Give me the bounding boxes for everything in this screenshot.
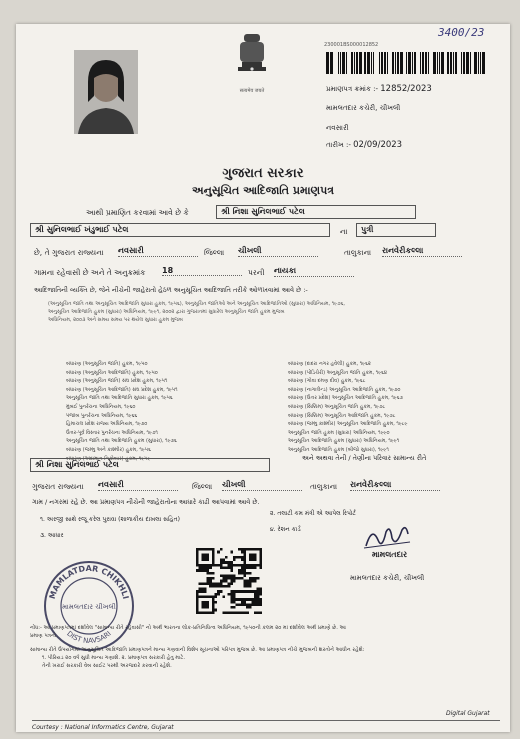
cert-no: 12852/2023: [380, 84, 432, 94]
list-item: બંધારણ (દાદરા નગર હવેલી) હુકમ, ૧૯૬૨: [288, 361, 371, 367]
residence-state-value: નવસારી: [98, 480, 178, 491]
list-item: અનુસૂચિત જાતિ તથા આદિજાતિ સુધારા હુકમ, ૧૯૫૬: [66, 395, 173, 402]
father-name: શ્રી સુનિલભાઈ ખંડુભાઈ પટેલ: [30, 223, 330, 237]
resident-name: શ્રી નિશા સુનિલભાઈ પટેલ: [30, 458, 270, 472]
issuing-office: મામલતદાર કચેરી, ચીખલી: [326, 104, 401, 112]
applicant-photo: [74, 50, 138, 134]
note-line: નોંધ:- આ પ્રમાણપત્રમાં દર્શાવેલ "સામાન્ય રીતે રહેવાસી" નો અર્થ ભારતના લોક-પ્રતિનિધિત્વ અધિનિયમ, ૧૯૫૦ની કલમ ૨૦ માં દર્શાવેલ અર્થ પ્રમાણે છે. આ: [30, 625, 347, 631]
applicant-name: શ્રી નિશા સુનિલભાઈ પટેલ: [216, 205, 416, 219]
note-line: ૧. પીરિયડ ૨૦ વર્ષ સુધી માન્ય ગણાશે. ૨. પ્રમાણપત્ર સરકારી હેતુ માટે.: [42, 655, 186, 661]
village-label: છે, તે ગુજરાત રાજ્યના: [34, 248, 104, 257]
footer-notes: [30, 624, 500, 670]
seal-mid-text: મામલતદાર ચીખલી: [62, 603, 116, 611]
residence-taluka-label: તાલુકાના: [310, 482, 338, 491]
issue-date: 02/09/2023: [353, 140, 403, 150]
list-item: મુંબઈ પુનર્રચના અધિનિયમ, ૧૯૬૦: [66, 403, 136, 410]
list-item: અનુસૂચિત જાતિ તથા આદિજાતિ હુકમ (સુધારા), ૧૯૭૬: [66, 438, 177, 445]
list-item: બંધારણ (નાગાલેન્ડ) અનુસૂચિત આદિજાતિ હુકમ, ૧૯૭૦: [288, 386, 401, 393]
residence-taluka-value: રાનવેરીકલ્લા: [350, 480, 440, 491]
list-item: બંધારણ (ઉત્તર પ્રદેશ) અનુસૂચિત આદિજાતિ હુકમ, ૧૯૬૭: [288, 395, 403, 402]
government-title: ગુજરાત સરકાર: [222, 166, 304, 181]
list-item: બંધારણ (જમ્મુ અને કાશ્મીર) હુકમ, ૧૯૫૬: [66, 446, 151, 453]
issuing-district: નવસારી: [326, 124, 349, 132]
list-item: અનુસૂચિત આદિજાતિ હુકમ (બીજો સુધારા), ૧૯૯૧: [288, 446, 389, 453]
signatory-office: મામલતદાર કચેરી, ચીખલી: [350, 574, 425, 582]
certify-text: આથી પ્રમાણિત કરવામાં આવે છે કે: [86, 208, 189, 217]
tribe-declaration: આદિજાતિની વ્યક્તિ છે, જેને નીચેની જાહેરાતો હેઠળ અનુસૂચિત આદિજાતિ તરીકે ઓળખવામાં આવે છે :-: [34, 286, 308, 294]
district-label: જિલ્લા: [204, 248, 225, 257]
list-item: બંધારણ (સિક્કિમ) અનુસૂચિત જાતિ હુકમ, ૧૯૭૮: [288, 403, 386, 410]
cert-no-label: પ્રમાણપત્ર ક્રમાંક :-: [326, 85, 379, 93]
footer-divider: [32, 720, 500, 721]
emblem-caption: सत्यमेव जयते: [239, 88, 265, 94]
note-line: સામાન્ય રીતે ઉપયોગમાં અનુસૂચિત આદિજાતિ પ્રમાણપત્રને માન્ય ગણવાની વિશેષ સૂચનાઓ પરિપત્ર મુજબ છે. આ પ્રમાણપત્ર નીચે મુજબની શરતોને આધીન રહેશે:: [30, 647, 365, 653]
footer-courtesy: Courtesy : National Informatics Centre, Gujarat: [32, 724, 174, 731]
residence-closing: ગામ / નગરમાં રહે છે. આ પ્રમાણપત્ર નીચેની જાહેરાતોના આધારે કાઢી આપવામાં આવે છે.: [32, 498, 260, 506]
residence-district-label: જિલ્લા: [192, 482, 213, 491]
caste-name: નાયકા: [274, 266, 354, 277]
list-item: બંધારણ (અનુસૂચિત જાતિ) હુકમ, ૧૯૫૦: [66, 361, 148, 367]
list-item: ઉત્તર-પૂર્વ વિસ્તાર પુનર્રચના અધિનિયમ, ૧૯૭૧: [66, 429, 158, 436]
emblem-icon: [232, 30, 272, 88]
seal-top-text: MAMLATDAR CHIKHLI: [47, 563, 131, 601]
residence-district-value: ચીખલી: [222, 480, 302, 491]
orders-list-right: [288, 360, 488, 455]
qr-code: [196, 548, 262, 614]
handwritten-reference: 3400/23: [438, 26, 485, 39]
legal-note: અધિનિયમ, ૨૦૦૩ અને સમય સમય પર થયેલ સુધારા હુકમ મુજબ: [48, 317, 183, 323]
list-item: બંધારણ (અનુસૂચિત આદિજાતિ) હુકમ, ૧૯૫૦: [66, 369, 158, 376]
list-item: પંજાબ પુનર્રચના અધિનિયમ, ૧૯૬૬: [66, 412, 138, 419]
list-item: હિમાચલ પ્રદેશ રાજ્ય અધિનિયમ, ૧૯૭૦: [66, 421, 148, 428]
list-item: બંધારણ (અનુસૂચિત જાતિ) સંઘ પ્રદેશ હુકમ, ૧૯૫૧: [66, 378, 168, 385]
doc-item: ૩. આધાર: [40, 532, 64, 539]
list-item: બંધારણ (ગોવા દમણ દીવ) હુકમ, ૧૯૬૮: [288, 378, 366, 385]
applicant-photo-image: [74, 50, 138, 134]
caste-label: ગામના રહેવાસી છે અને તે અનુક્રમાંક: [34, 268, 146, 277]
residence-state-label: ગુજરાત રાજ્યના: [32, 482, 84, 491]
orders-list-left: [66, 360, 266, 463]
caste-suffix: પરની: [248, 268, 265, 277]
list-item: અનુસૂચિત જાતિ હુકમ (સુધારા) અધિનિયમ, ૧૯૯૦: [288, 429, 390, 436]
taluka-label: તાલુકાના: [344, 248, 372, 257]
legal-note: (અનુસૂચિત જાતિ તથા અનુસૂચિત આદિજાતિ સુધારા હુકમ, ૧૯૫૬), અનુસૂચિત જાતિઓ અને અનુસૂચિત આદિજાતિઓ (સુધારા) અધિનિયમ, ૧૯૭૬,: [48, 301, 346, 307]
footer-brand: Digital Gujarat: [446, 710, 490, 717]
date-label: તારીખ :-: [326, 141, 351, 149]
relation-value: પુત્રી: [356, 223, 436, 237]
caste-number: 18: [162, 266, 242, 276]
seal-bottom-text: DIST NAVSARI: [65, 629, 113, 646]
doc-item: ૧. અરજી સાથે રજૂ કરેલ પુરાવા (શાળાકીય દાખલા સહિત): [40, 516, 180, 523]
relation-label: ના: [340, 227, 348, 236]
district-value: ચીખલી: [238, 246, 318, 257]
list-item: બંધારણ (સિક્કિમ) અનુસૂચિત આદિજાતિ હુકમ, ૧૯૭૮: [288, 412, 396, 419]
list-item: બંધારણ (અંદામાન નિકોબાર) હુકમ, ૧૯૫૯: [66, 455, 151, 462]
village-value: નવસારી: [118, 246, 198, 257]
taluka-value: રાનવેરીકલ્લા: [382, 246, 462, 257]
note-line: તેની ખરાઈ સરકારી વેબ સાઈટ પરથી અરજદારે કરવાની રહેશે.: [42, 663, 172, 669]
legal-note: અનુસૂચિત આદિજાતિ હુકમ (સુધારા) અધિનિયમ, ૧૯૯૧, ૨૦૦૨ દ્વારા ગુજરાતમાં સુધારેલ અનુસૂચિત જાતિ હુકમ મુજબ: [48, 309, 285, 315]
legal-notes: [48, 300, 498, 324]
certificate-title: અનુસૂચિત આદિજાતિ પ્રમાણપત્ર: [191, 184, 335, 197]
note-line: પ્રમાણ પત્રનો.: [30, 633, 58, 639]
signature-icon: [362, 522, 412, 552]
barcode: [326, 52, 486, 74]
residence-tail: અને અથવા તેની / તેણીના પરિવાર સામાન્ય રીતે: [302, 454, 427, 462]
list-item: અનુસૂચિત આદિજાતિ હુકમ (સુધારા) અધિનિયમ, ૧૯૯૧: [288, 438, 400, 445]
svg-text:MAMLATDAR CHIKHLI: [48, 564, 131, 600]
signatory-title: મામલતદાર: [372, 550, 408, 559]
list-item: બંધારણ (અનુસૂચિત આદિજાતિ) સંઘ પ્રદેશ હુકમ, ૧૯૫૧: [66, 386, 178, 393]
doc-item: ૨. તલાટી કમ મંત્રી એ આપેલ રિપોર્ટ: [270, 510, 356, 517]
certificate-page: [16, 24, 510, 732]
list-item: બંધારણ (જમ્મુ કાશ્મીર) અનુસૂચિત આદિજાતિ હુકમ, ૧૯૮૯: [288, 421, 408, 428]
list-item: બંધારણ (પોંડિચેરી) અનુસૂચિત જાતિ હુકમ, ૧૯૬૪: [288, 369, 388, 376]
barcode-number: 230001BS000012852: [324, 42, 379, 48]
doc-item: ૪. રેશન કાર્ડ: [270, 526, 301, 533]
